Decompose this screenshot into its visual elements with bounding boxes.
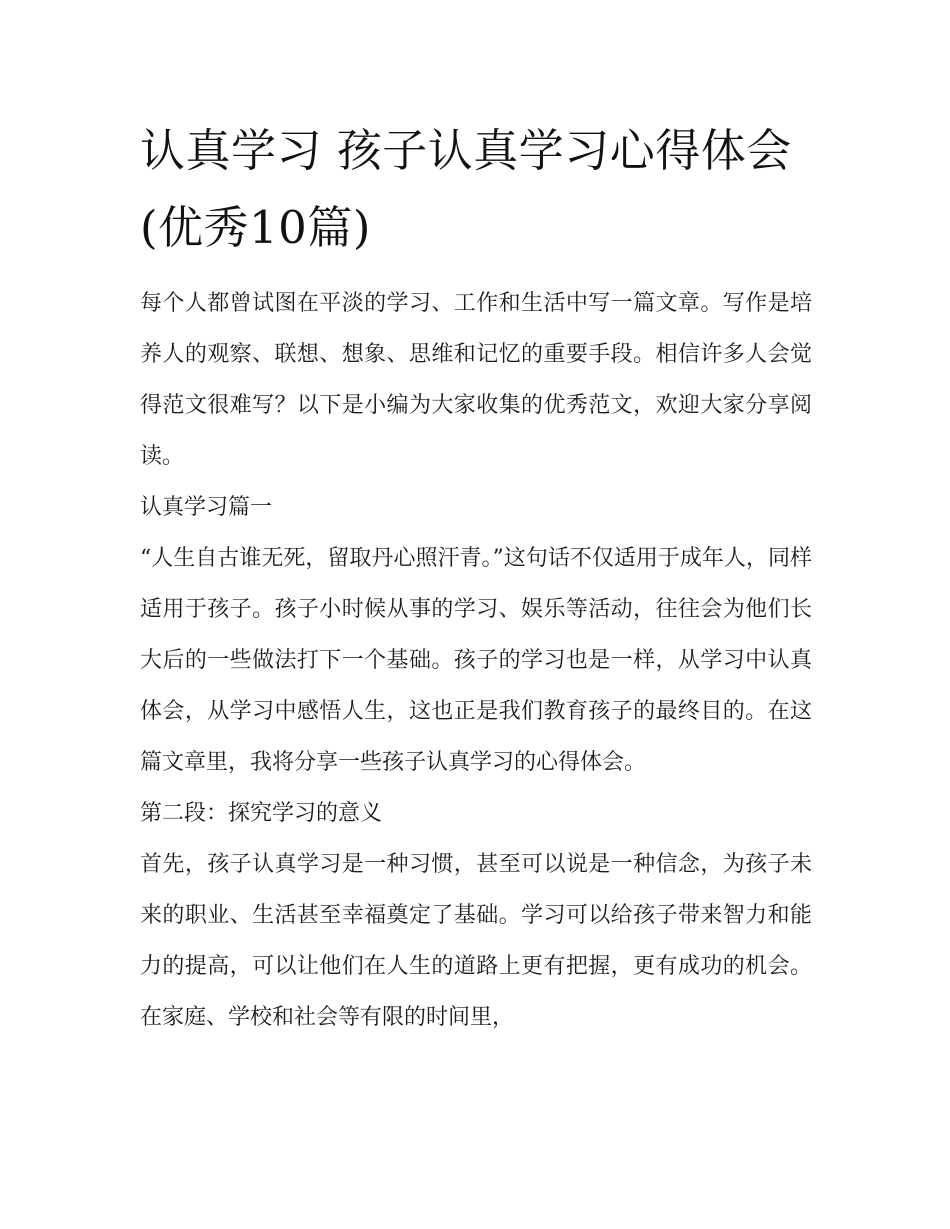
section-heading-1: 认真学习篇一 [140, 495, 273, 520]
document-body [140, 112, 812, 1043]
section-paragraph-2: 首先，孩子认真学习是一种习惯，甚至可以说是一种信念，为孩子未来的职业、生活甚至幸福奠定了基础。学习可以给孩子带来智力和能力的提高，可以让他们在人生的道路上更有把握，更有成功的机会。在家庭、学校和社会等有限的时间里， [140, 852, 812, 1030]
section-paragraph-1: “人生自古谁无死，留取丹心照汗青。”这句话不仅适用于成年人，同样适用于孩子。孩子小时候从事的学习、娱乐等活动，往往会为他们长大后的一些做法打下一个基础。孩子的学习也是一样，从学习中认真体会，从学习中感悟人生，这也正是我们教育孩子的最终目的。在这篇文章里，我将分享一些孩子认真学习的心得体会。 [140, 546, 812, 775]
document-title: 认真学习 孩子认真学习心得体会(优秀10篇) [140, 124, 792, 254]
intro-paragraph: 每个人都曾试图在平淡的学习、工作和生活中写一篇文章。写作是培养人的观察、联想、想象、思维和记忆的重要手段。相信许多人会觉得范文很难写？以下是小编为大家收集的优秀范文，欢迎大家分享阅读。 [140, 291, 812, 469]
section-heading-2: 第二段：探究学习的意义 [140, 801, 383, 826]
